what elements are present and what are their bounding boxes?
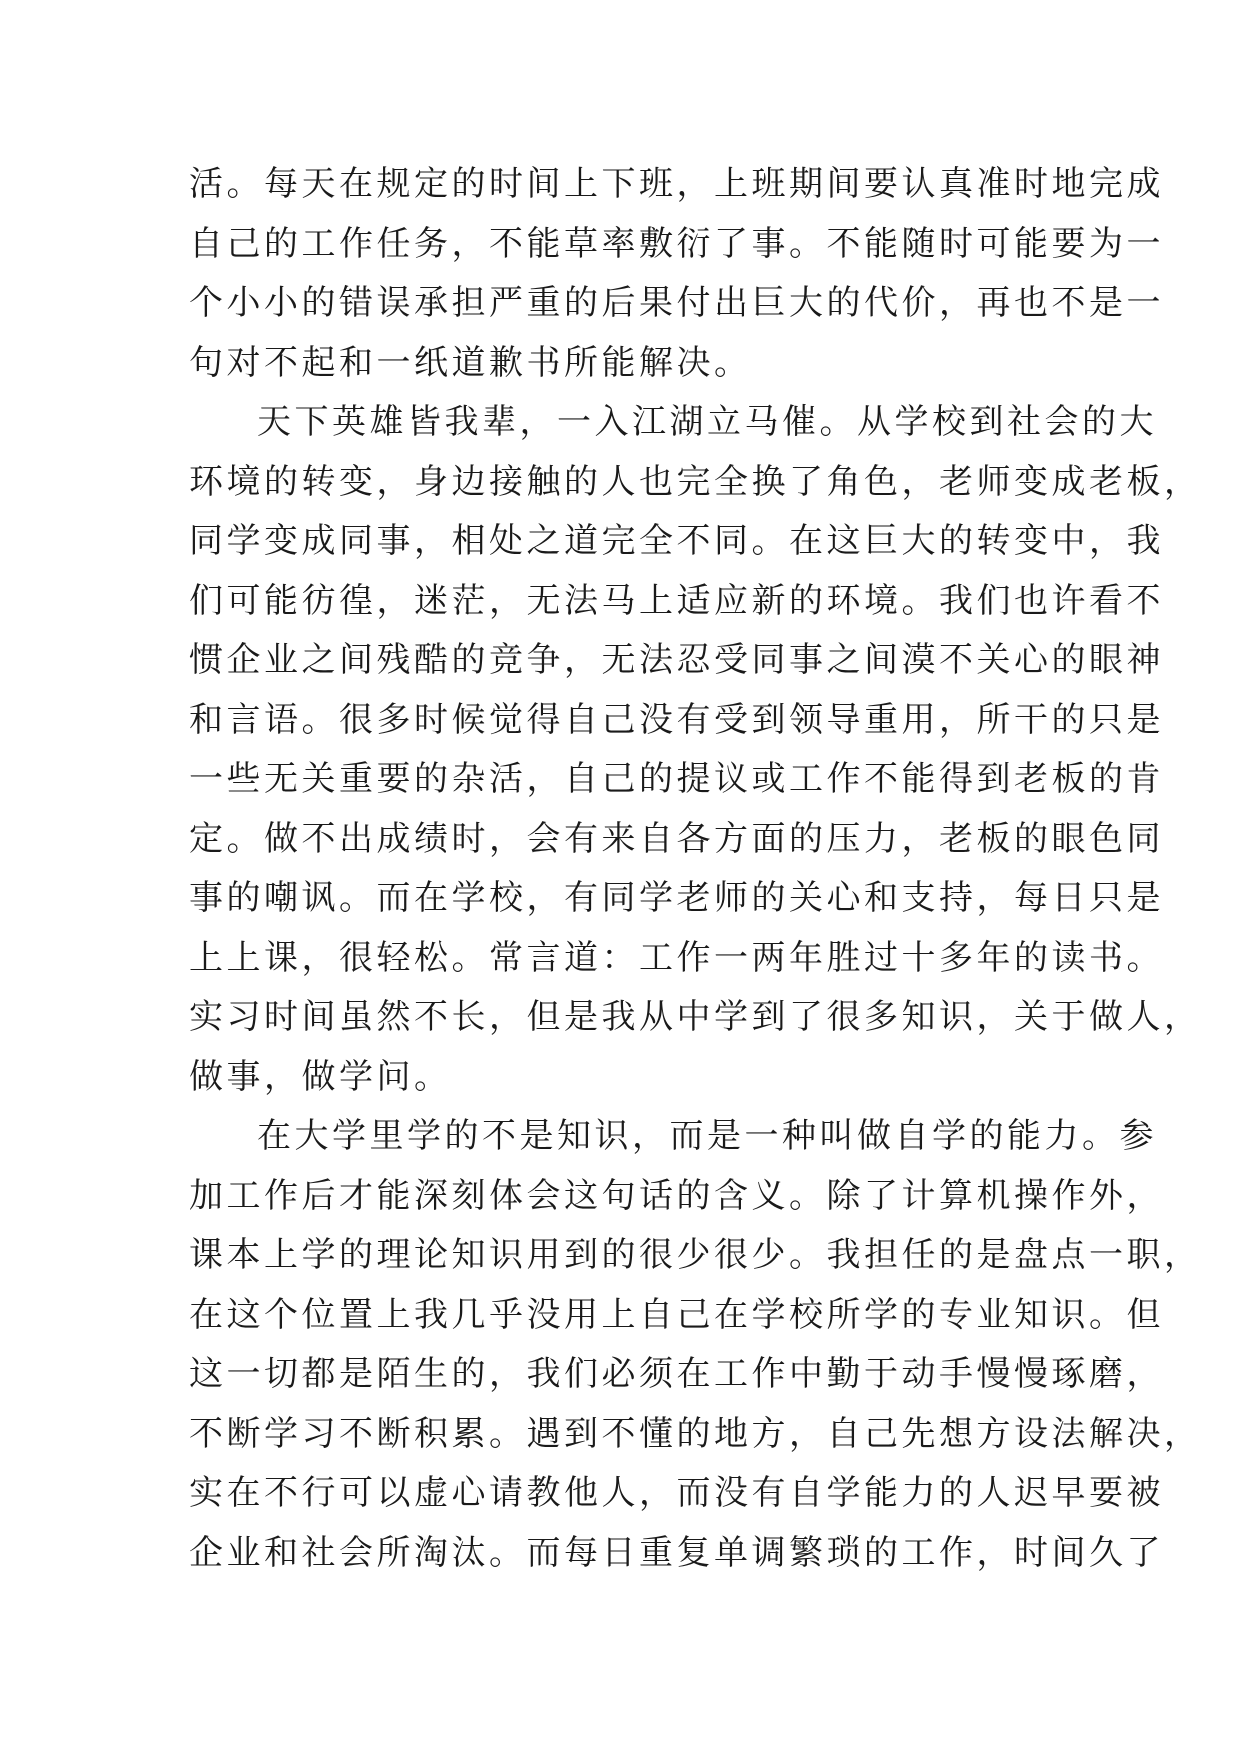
paragraph-start-line: 天下英雄皆我辈，一入江湖立马催。从学校到社会的大 <box>257 402 1157 442</box>
document-body <box>189 155 1202 1583</box>
text-line: 和言语。很多时候觉得自己没有受到领导重用，所干的只是 <box>189 699 1164 740</box>
text-line: 自己的工作任务，不能草率敷衍了事。不能随时可能要为一 <box>189 223 1164 264</box>
text-line: 一些无关重要的杂活，自己的提议或工作不能得到老板的肯 <box>189 759 1164 799</box>
text-line: 企业和社会所淘汰。而每日重复单调繁琐的工作，时间久了 <box>189 1532 1164 1573</box>
text-line: 惯企业之间残酷的竞争，无法忍受同事之间漠不关心的眼神 <box>189 640 1164 680</box>
text-line: 课本上学的理论知识用到的很少很少。我担任的是盘点一职， <box>189 1235 1202 1275</box>
text-line: 加工作后才能深刻体会这句话的含义。除了计算机操作外， <box>189 1175 1164 1216</box>
text-line: 同学变成同事，相处之道完全不同。在这巨大的转变中，我 <box>189 521 1164 561</box>
text-line: 这一切都是陌生的，我们必须在工作中勤于动手慢慢琢磨， <box>189 1354 1164 1394</box>
text-line: 在这个位置上我几乎没用上自己在学校所学的专业知识。但 <box>189 1294 1164 1335</box>
text-line: 句对不起和一纸道歉书所能解决。 <box>189 342 752 383</box>
text-line: 们可能彷徨，迷茫，无法马上适应新的环境。我们也许看不 <box>189 580 1164 621</box>
text-line: 不断学习不断积累。遇到不懂的地方，自己先想方设法解决， <box>189 1413 1202 1454</box>
text-line: 个小小的错误承担严重的后果付出巨大的代价，再也不是一 <box>189 283 1164 323</box>
text-line: 环境的转变，身边接触的人也完全换了角色，老师变成老板， <box>189 461 1202 502</box>
paragraph-start-line: 在大学里学的不是知识，而是一种叫做自学的能力。参 <box>257 1116 1157 1156</box>
text-line: 实习时间虽然不长，但是我从中学到了很多知识，关于做人， <box>189 997 1202 1037</box>
text-line: 事的嘲讽。而在学校，有同学老师的关心和支持，每日只是 <box>189 878 1164 918</box>
text-line: 活。每天在规定的时间上下班，上班期间要认真准时地完成 <box>189 164 1164 204</box>
text-line: 做事，做学问。 <box>189 1056 452 1097</box>
text-line: 上上课，很轻松。常言道：工作一两年胜过十多年的读书。 <box>189 937 1164 978</box>
text-line: 实在不行可以虚心请教他人，而没有自学能力的人迟早要被 <box>189 1473 1164 1513</box>
text-line: 定。做不出成绩时，会有来自各方面的压力，老板的眼色同 <box>189 818 1164 859</box>
